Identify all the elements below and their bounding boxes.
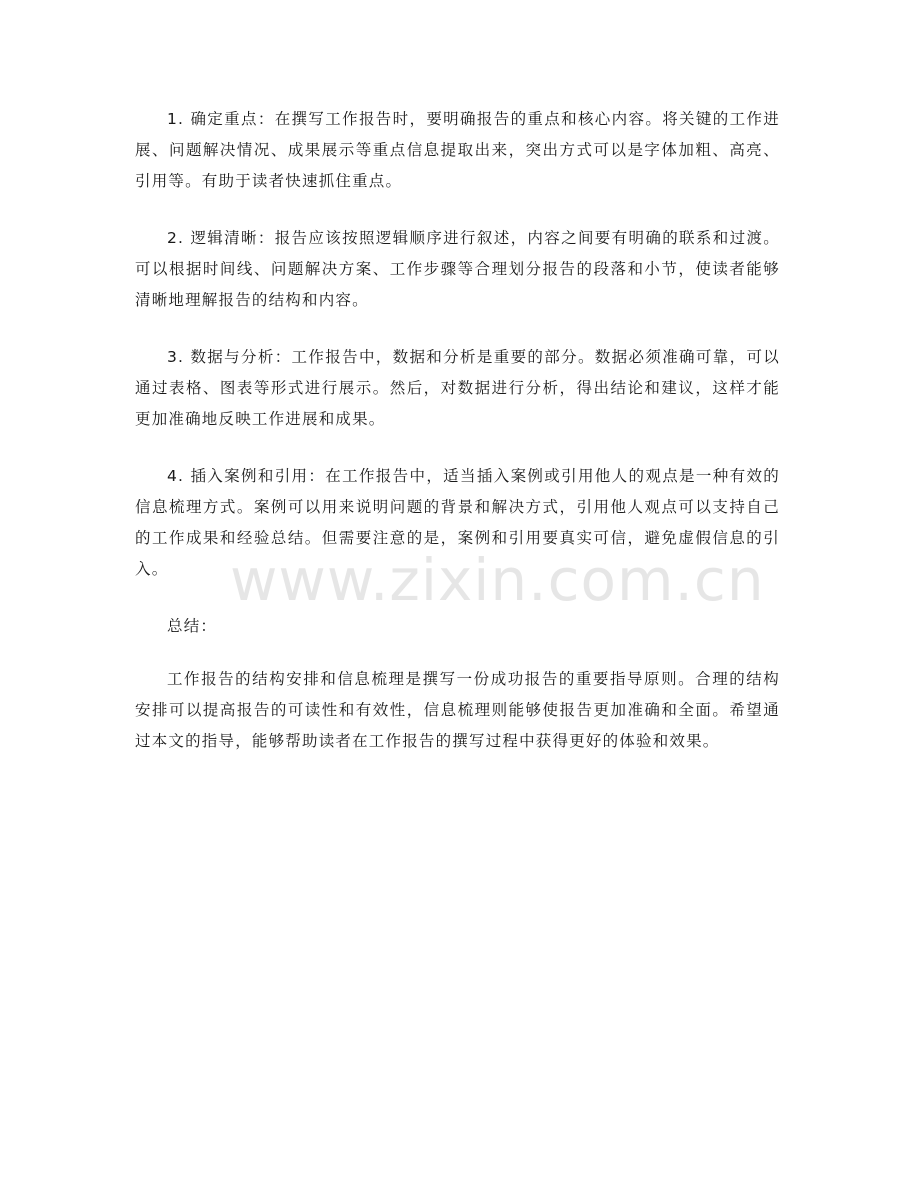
watermark-text: www.zixin.com.cn — [230, 546, 765, 614]
point-2-paragraph: 2. 逻辑清晰：报告应该按照逻辑顺序进行叙述，内容之间要有明确的联系和过渡。可以根据时间线、问题解决方案、工作步骤等合理划分报告的段落和小节，使读者能够清晰地理解报告的结构和内容。 — [135, 229, 780, 309]
point-3-paragraph: 3. 数据与分析：工作报告中，数据和分析是重要的部分。数据必须准确可靠，可以通过表格、图表等形式进行展示。然后，对数据进行分析，得出结论和建议，这样才能更加准确地反映工作进展和成果。 — [135, 348, 780, 428]
document-body — [135, 104, 780, 783]
summary-heading: 总结： — [167, 617, 218, 635]
point-1-paragraph: 1. 确定重点：在撰写工作报告时，要明确报告的重点和核心内容。将关键的工作进展、问题解决情况、成果展示等重点信息提取出来，突出方式可以是字体加粗、高亮、引用等。有助于读者快速抓住重点。 — [135, 110, 780, 190]
point-4-paragraph: 4. 插入案例和引用：在工作报告中，适当插入案例或引用他人的观点是一种有效的信息梳理方式。案例可以用来说明问题的背景和解决方式，引用他人观点可以支持自己的工作成果和经验总结。但需要注意的是，案例和引用要真实可信，避免虚假信息的引入。 — [135, 467, 780, 578]
summary-paragraph: 工作报告的结构安排和信息梳理是撰写一份成功报告的重要指导原则。合理的结构安排可以提高报告的可读性和有效性，信息梳理则能够使报告更加准确和全面。希望通过本文的指导，能够帮助读者在工作报告的撰写过程中获得更好的体验和效果。 — [135, 670, 780, 750]
